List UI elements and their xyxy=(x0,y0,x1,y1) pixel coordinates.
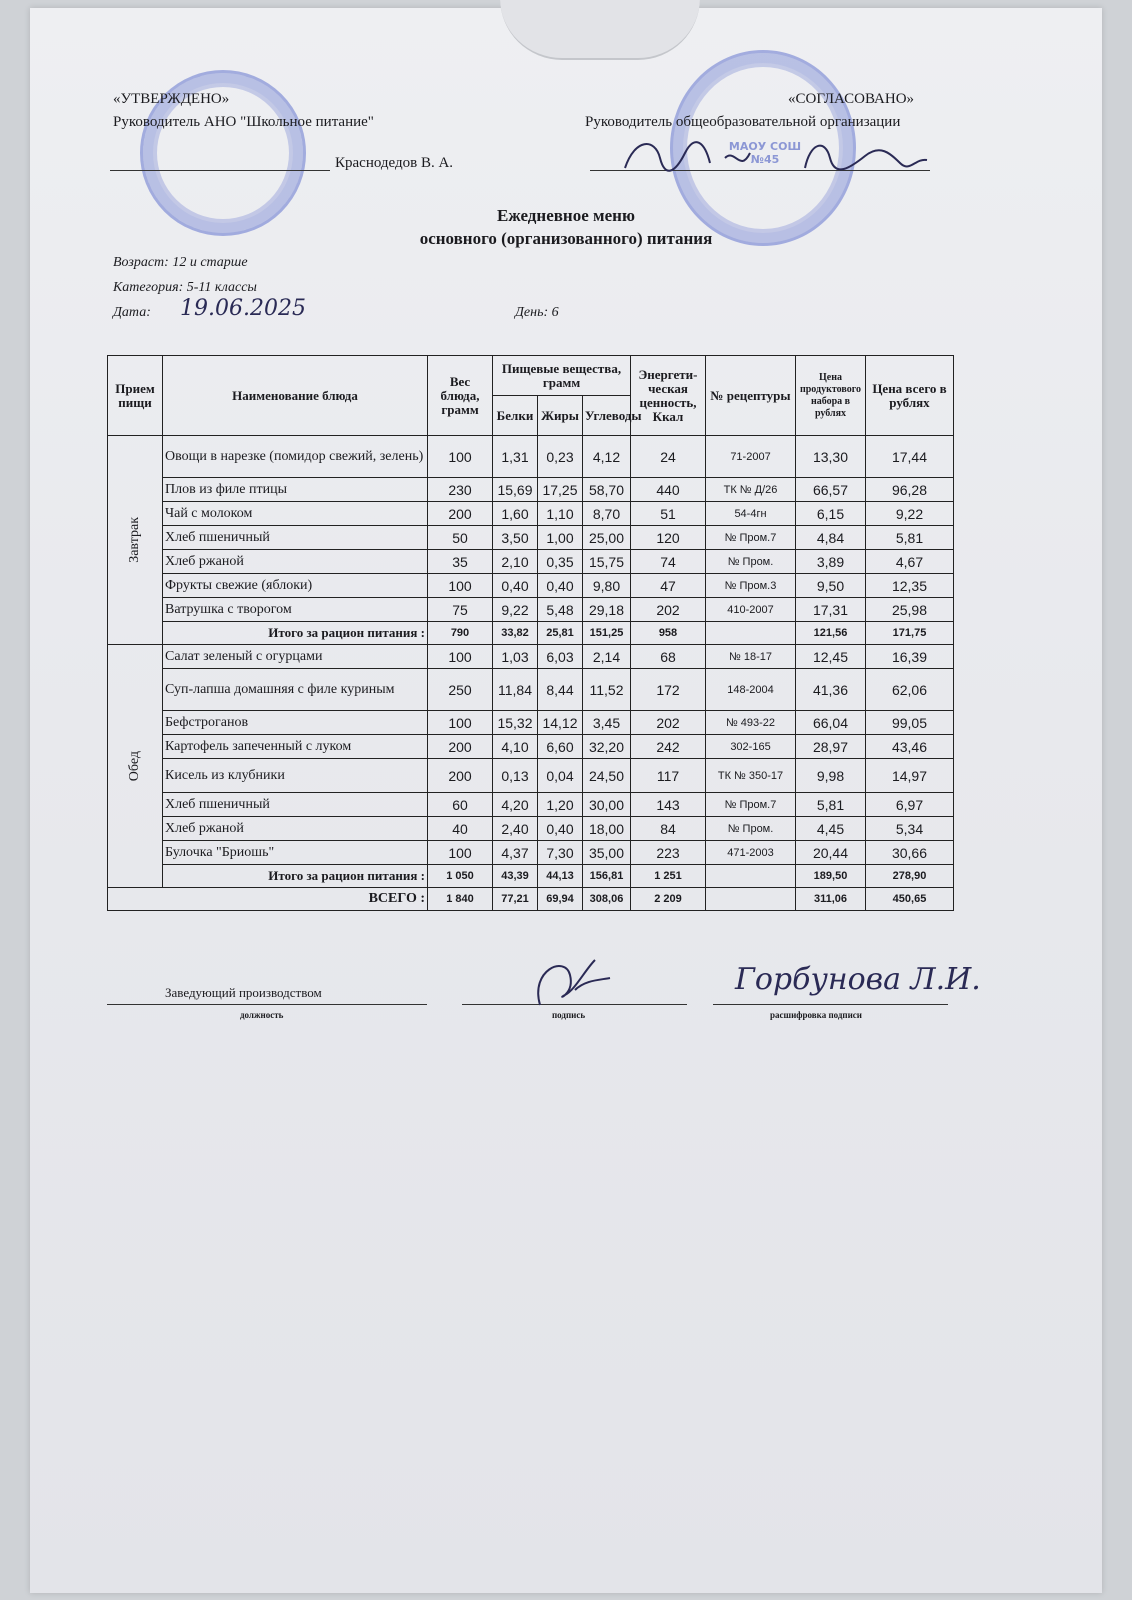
price-set-cell: 6,15 xyxy=(796,502,866,526)
price-cell: 6,97 xyxy=(866,793,954,817)
fats-cell: 0,23 xyxy=(538,436,583,478)
price-cell: 43,46 xyxy=(866,735,954,759)
col-meal: Прием пищи xyxy=(108,356,163,436)
total-price-set-cell: 121,56 xyxy=(796,622,866,645)
date-label: Дата: xyxy=(113,305,151,320)
agreed-title: «СОГЛАСОВАНО» xyxy=(788,91,915,107)
dish-name-cell: Плов из филе птицы xyxy=(163,478,428,502)
price-cell: 4,67 xyxy=(866,550,954,574)
kcal-cell: 84 xyxy=(631,817,706,841)
fats-cell: 14,12 xyxy=(538,711,583,735)
fats-cell: 0,40 xyxy=(538,574,583,598)
col-price-set: Цена продуктового набора в рублях xyxy=(796,356,866,436)
carbs-cell: 24,50 xyxy=(583,759,631,793)
total-label-cell: ВСЕГО : xyxy=(108,888,428,911)
price-set-cell: 9,98 xyxy=(796,759,866,793)
weight-cell: 60 xyxy=(428,793,493,817)
fats-cell: 7,30 xyxy=(538,841,583,865)
category-line: Категория: 5-11 классы xyxy=(113,280,257,295)
col-fats: Жиры xyxy=(538,396,583,436)
dish-name-cell: Салат зеленый с огурцами xyxy=(163,645,428,669)
kcal-cell: 120 xyxy=(631,526,706,550)
breakfast-total-row xyxy=(108,622,954,645)
col-dish: Наименование блюда xyxy=(163,356,428,436)
weight-cell: 200 xyxy=(428,759,493,793)
price-cell: 96,28 xyxy=(866,478,954,502)
dish-name-cell: Чай с молоком xyxy=(163,502,428,526)
kcal-cell: 47 xyxy=(631,574,706,598)
breakfast-row xyxy=(108,478,954,502)
carbs-cell: 25,00 xyxy=(583,526,631,550)
price-cell: 14,97 xyxy=(866,759,954,793)
price-set-cell: 4,84 xyxy=(796,526,866,550)
proteins-cell: 15,69 xyxy=(493,478,538,502)
footer-position-line xyxy=(107,1004,427,1005)
breakfast-row xyxy=(108,502,954,526)
dish-name-cell: Булочка "Бриошь" xyxy=(163,841,428,865)
total-price-set-cell: 189,50 xyxy=(796,865,866,888)
price-cell: 12,35 xyxy=(866,574,954,598)
sleeve-pocket xyxy=(500,0,700,60)
carbs-cell: 2,14 xyxy=(583,645,631,669)
weight-cell: 35 xyxy=(428,550,493,574)
total-label-cell: Итого за рацион питания : xyxy=(163,865,428,888)
total-proteins-cell: 77,21 xyxy=(493,888,538,911)
recipe-cell: 410-2007 xyxy=(706,598,796,622)
kcal-cell: 202 xyxy=(631,711,706,735)
approved-name: Краснодедов В. А. xyxy=(335,155,454,171)
carbs-cell: 8,70 xyxy=(583,502,631,526)
price-set-cell: 5,81 xyxy=(796,793,866,817)
dish-name-cell: Хлеб ржаной xyxy=(163,817,428,841)
weight-cell: 100 xyxy=(428,436,493,478)
proteins-cell: 4,20 xyxy=(493,793,538,817)
weight-cell: 50 xyxy=(428,526,493,550)
grand-total-row xyxy=(108,888,954,911)
total-price-cell: 171,75 xyxy=(866,622,954,645)
carbs-cell: 4,12 xyxy=(583,436,631,478)
dish-name-cell: Хлеб пшеничный xyxy=(163,793,428,817)
agreed-role: Руководитель общеобразовательной организации xyxy=(585,114,901,130)
kcal-cell: 242 xyxy=(631,735,706,759)
price-set-cell: 9,50 xyxy=(796,574,866,598)
carbs-cell: 35,00 xyxy=(583,841,631,865)
proteins-cell: 3,50 xyxy=(493,526,538,550)
weight-cell: 200 xyxy=(428,735,493,759)
breakfast-row xyxy=(108,436,954,478)
dish-name-cell: Суп-лапша домашняя с филе куриным xyxy=(163,669,428,711)
carbs-cell: 3,45 xyxy=(583,711,631,735)
lunch-row xyxy=(108,841,954,865)
total-proteins-cell: 43,39 xyxy=(493,865,538,888)
fats-cell: 0,04 xyxy=(538,759,583,793)
total-kcal-cell: 958 xyxy=(631,622,706,645)
lunch-row xyxy=(108,817,954,841)
age-line: Возраст: 12 и старше xyxy=(113,255,248,270)
dish-name-cell: Картофель запеченный с луком xyxy=(163,735,428,759)
col-proteins: Белки xyxy=(493,396,538,436)
lunch-row xyxy=(108,735,954,759)
total-kcal-cell: 2 209 xyxy=(631,888,706,911)
dish-name-cell: Хлеб пшеничный xyxy=(163,526,428,550)
carbs-cell: 58,70 xyxy=(583,478,631,502)
doc-title-line2: основного (организованного) питания xyxy=(419,229,713,248)
recipe-cell: 302-165 xyxy=(706,735,796,759)
breakfast-row xyxy=(108,526,954,550)
proteins-cell: 15,32 xyxy=(493,711,538,735)
price-cell: 17,44 xyxy=(866,436,954,478)
right-stamp-text: МАОУ СОШ №45 xyxy=(728,140,802,166)
breakfast-meal-label-text: Завтрак xyxy=(127,517,142,563)
fats-cell: 8,44 xyxy=(538,669,583,711)
total-fats-cell: 69,94 xyxy=(538,888,583,911)
kcal-cell: 68 xyxy=(631,645,706,669)
total-label-cell: Итого за рацион питания : xyxy=(163,622,428,645)
doc-title-line1: Ежедневное меню xyxy=(497,206,635,225)
total-fats-cell: 44,13 xyxy=(538,865,583,888)
weight-cell: 230 xyxy=(428,478,493,502)
price-set-cell: 66,57 xyxy=(796,478,866,502)
menu-table-body xyxy=(108,436,954,911)
total-weight-cell: 790 xyxy=(428,622,493,645)
recipe-cell: № 493-22 xyxy=(706,711,796,735)
total-weight-cell: 1 840 xyxy=(428,888,493,911)
price-set-cell: 20,44 xyxy=(796,841,866,865)
col-carbs: Углеводы xyxy=(583,396,631,436)
price-set-cell: 4,45 xyxy=(796,817,866,841)
fats-cell: 1,10 xyxy=(538,502,583,526)
breakfast-row xyxy=(108,574,954,598)
price-cell: 25,98 xyxy=(866,598,954,622)
col-recipe: № рецептуры xyxy=(706,356,796,436)
carbs-cell: 11,52 xyxy=(583,669,631,711)
proteins-cell: 11,84 xyxy=(493,669,538,711)
breakfast-row xyxy=(108,598,954,622)
weight-cell: 100 xyxy=(428,841,493,865)
price-set-cell: 3,89 xyxy=(796,550,866,574)
kcal-cell: 223 xyxy=(631,841,706,865)
proteins-cell: 2,40 xyxy=(493,817,538,841)
dish-name-cell: Хлеб ржаной xyxy=(163,550,428,574)
fats-cell: 6,03 xyxy=(538,645,583,669)
carbs-cell: 9,80 xyxy=(583,574,631,598)
lunch-row xyxy=(108,645,954,669)
footer-signature-caption: подпись xyxy=(552,1010,586,1020)
footer-decode-caption: расшифровка подписи xyxy=(770,1010,862,1020)
recipe-cell: № Пром. xyxy=(706,550,796,574)
fats-cell: 0,40 xyxy=(538,817,583,841)
fats-cell: 6,60 xyxy=(538,735,583,759)
carbs-cell: 29,18 xyxy=(583,598,631,622)
recipe-cell: № Пром.7 xyxy=(706,526,796,550)
lunch-row xyxy=(108,669,954,711)
footer-decode-value: Горбунова Л.И. xyxy=(735,962,981,997)
carbs-cell: 18,00 xyxy=(583,817,631,841)
lunch-meal-label-text: Обед xyxy=(127,750,142,782)
agreed-signature xyxy=(615,128,935,183)
total-price-set-cell: 311,06 xyxy=(796,888,866,911)
weight-cell: 100 xyxy=(428,711,493,735)
price-set-cell: 12,45 xyxy=(796,645,866,669)
col-weight: Вес блюда, грамм xyxy=(428,356,493,436)
carbs-cell: 30,00 xyxy=(583,793,631,817)
fats-cell: 17,25 xyxy=(538,478,583,502)
price-set-cell: 41,36 xyxy=(796,669,866,711)
total-recipe-cell xyxy=(706,622,796,645)
price-set-cell: 17,31 xyxy=(796,598,866,622)
lunch-total-row xyxy=(108,865,954,888)
weight-cell: 75 xyxy=(428,598,493,622)
proteins-cell: 4,10 xyxy=(493,735,538,759)
kcal-cell: 172 xyxy=(631,669,706,711)
price-cell: 16,39 xyxy=(866,645,954,669)
proteins-cell: 0,13 xyxy=(493,759,538,793)
weight-cell: 200 xyxy=(428,502,493,526)
proteins-cell: 4,37 xyxy=(493,841,538,865)
fats-cell: 1,00 xyxy=(538,526,583,550)
fats-cell: 1,20 xyxy=(538,793,583,817)
total-proteins-cell: 33,82 xyxy=(493,622,538,645)
recipe-cell: 71-2007 xyxy=(706,436,796,478)
lunch-row xyxy=(108,759,954,793)
weight-cell: 100 xyxy=(428,645,493,669)
proteins-cell: 1,03 xyxy=(493,645,538,669)
price-set-cell: 13,30 xyxy=(796,436,866,478)
recipe-cell: № 18-17 xyxy=(706,645,796,669)
breakfast-meal-label xyxy=(108,436,163,645)
proteins-cell: 9,22 xyxy=(493,598,538,622)
total-recipe-cell xyxy=(706,865,796,888)
total-carbs-cell: 151,25 xyxy=(583,622,631,645)
lunch-row xyxy=(108,711,954,735)
price-cell: 99,05 xyxy=(866,711,954,735)
weight-cell: 100 xyxy=(428,574,493,598)
dish-name-cell: Ватрушка с творогом xyxy=(163,598,428,622)
price-cell: 5,34 xyxy=(866,817,954,841)
kcal-cell: 117 xyxy=(631,759,706,793)
kcal-cell: 51 xyxy=(631,502,706,526)
total-price-cell: 450,65 xyxy=(866,888,954,911)
approved-role: Руководитель АНО "Школьное питание" xyxy=(113,114,374,130)
proteins-cell: 1,60 xyxy=(493,502,538,526)
day-line: День: 6 xyxy=(515,305,559,320)
recipe-cell: ТК № Д/26 xyxy=(706,478,796,502)
weight-cell: 40 xyxy=(428,817,493,841)
recipe-cell: 54-4гн xyxy=(706,502,796,526)
carbs-cell: 15,75 xyxy=(583,550,631,574)
lunch-row xyxy=(108,793,954,817)
fats-cell: 0,35 xyxy=(538,550,583,574)
total-kcal-cell: 1 251 xyxy=(631,865,706,888)
fats-cell: 5,48 xyxy=(538,598,583,622)
kcal-cell: 440 xyxy=(631,478,706,502)
weight-cell: 250 xyxy=(428,669,493,711)
footer-decode-line xyxy=(713,1004,948,1005)
col-price-total: Цена всего в рублях xyxy=(866,356,954,436)
dish-name-cell: Кисель из клубники xyxy=(163,759,428,793)
price-cell: 62,06 xyxy=(866,669,954,711)
proteins-cell: 0,40 xyxy=(493,574,538,598)
recipe-cell: № Пром.7 xyxy=(706,793,796,817)
total-fats-cell: 25,81 xyxy=(538,622,583,645)
col-nutrients: Пищевые вещества, грамм xyxy=(493,356,631,396)
approved-signature-line xyxy=(110,170,330,171)
kcal-cell: 74 xyxy=(631,550,706,574)
date-value: 19.06.2025 xyxy=(180,296,306,321)
dish-name-cell: Овощи в нарезке (помидор свежий, зелень) xyxy=(163,436,428,478)
kcal-cell: 202 xyxy=(631,598,706,622)
proteins-cell: 1,31 xyxy=(493,436,538,478)
total-carbs-cell: 308,06 xyxy=(583,888,631,911)
price-set-cell: 66,04 xyxy=(796,711,866,735)
kcal-cell: 24 xyxy=(631,436,706,478)
breakfast-row xyxy=(108,550,954,574)
recipe-cell: № Пром.3 xyxy=(706,574,796,598)
total-price-cell: 278,90 xyxy=(866,865,954,888)
recipe-cell: № Пром. xyxy=(706,817,796,841)
lunch-meal-label xyxy=(108,645,163,888)
price-cell: 9,22 xyxy=(866,502,954,526)
total-carbs-cell: 156,81 xyxy=(583,865,631,888)
kcal-cell: 143 xyxy=(631,793,706,817)
carbs-cell: 32,20 xyxy=(583,735,631,759)
price-cell: 5,81 xyxy=(866,526,954,550)
proteins-cell: 2,10 xyxy=(493,550,538,574)
menu-table xyxy=(107,355,954,911)
approved-title: «УТВЕРЖДЕНО» xyxy=(113,91,230,107)
recipe-cell: 471-2003 xyxy=(706,841,796,865)
total-weight-cell: 1 050 xyxy=(428,865,493,888)
dish-name-cell: Бефстроганов xyxy=(163,711,428,735)
price-set-cell: 28,97 xyxy=(796,735,866,759)
col-energy: Энергети-ческая ценность, Ккал xyxy=(631,356,706,436)
total-recipe-cell xyxy=(706,888,796,911)
dish-name-cell: Фрукты свежие (яблоки) xyxy=(163,574,428,598)
recipe-cell: ТК № 350-17 xyxy=(706,759,796,793)
price-cell: 30,66 xyxy=(866,841,954,865)
footer-position: Заведующий производством xyxy=(165,985,322,1000)
footer-position-caption: должность xyxy=(240,1010,284,1020)
recipe-cell: 148-2004 xyxy=(706,669,796,711)
